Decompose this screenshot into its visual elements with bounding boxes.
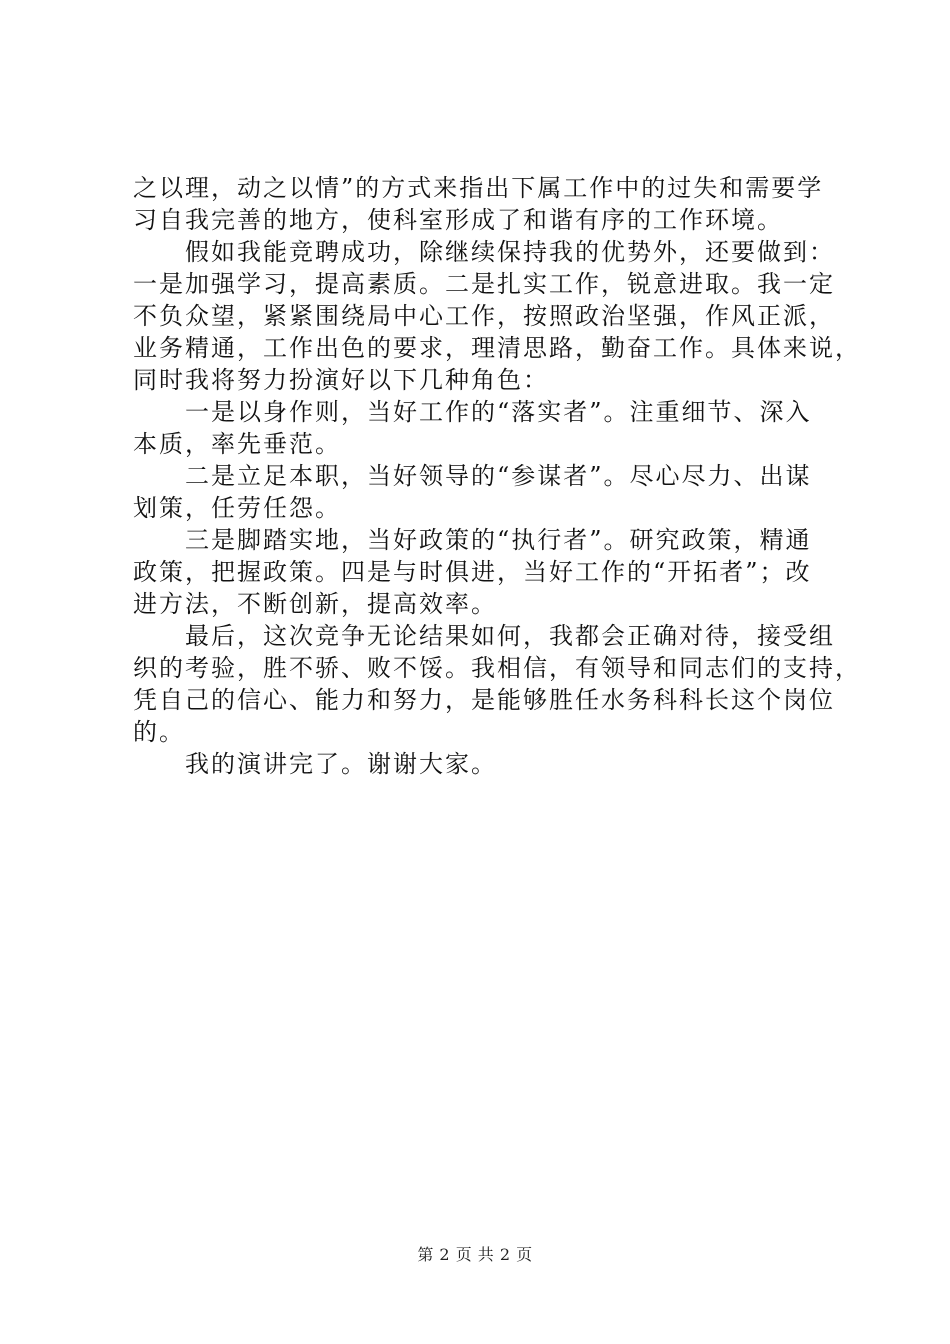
text-line: 凭自己的信心、能力和努力，是能够胜任水务科科长这个岗位 — [133, 686, 835, 714]
text-line: 进方法，不断创新，提高效率。 — [133, 590, 497, 618]
text-line: 同时我将努力扮演好以下几种角色： — [133, 366, 549, 394]
text-line: 本质，率先垂范。 — [133, 430, 341, 458]
text-line: 习自我完善的地方，使科室形成了和谐有序的工作环境。 — [133, 206, 783, 234]
text-line: 织的考验，胜不骄、败不馁。我相信，有领导和同志们的支持， — [133, 654, 861, 682]
text-line: 三是脚踏实地，当好政策的“执行者”。研究政策，精通 — [133, 526, 812, 554]
text-line: 一是以身作则，当好工作的“落实者”。注重细节、深入 — [133, 398, 812, 426]
text-line: 的。 — [133, 718, 185, 746]
page-number-footer: 第 2 页 共 2 页 — [417, 1245, 533, 1264]
text-line: 一是加强学习，提高素质。二是扎实工作，锐意进取。我一定 — [133, 270, 835, 298]
text-line: 业务精通，工作出色的要求，理清思路，勤奋工作。具体来说， — [133, 334, 861, 362]
text-line: 之以理，动之以情”的方式来指出下属工作中的过失和需要学 — [133, 174, 824, 202]
text-line: 划策，任劳任怨。 — [133, 494, 341, 522]
text-line: 政策，把握政策。四是与时俱进，当好工作的“开拓者”；改 — [133, 558, 812, 586]
text-line: 我的演讲完了。谢谢大家。 — [133, 750, 497, 778]
text-line: 不负众望，紧紧围绕局中心工作，按照政治坚强，作风正派， — [133, 302, 835, 330]
text-line: 假如我能竞聘成功，除继续保持我的优势外，还要做到： — [133, 238, 835, 266]
body-text — [133, 172, 861, 780]
text-line: 二是立足本职，当好领导的“参谋者”。尽心尽力、出谋 — [133, 462, 812, 490]
text-line: 最后，这次竞争无论结果如何，我都会正确对待，接受组 — [133, 622, 835, 650]
